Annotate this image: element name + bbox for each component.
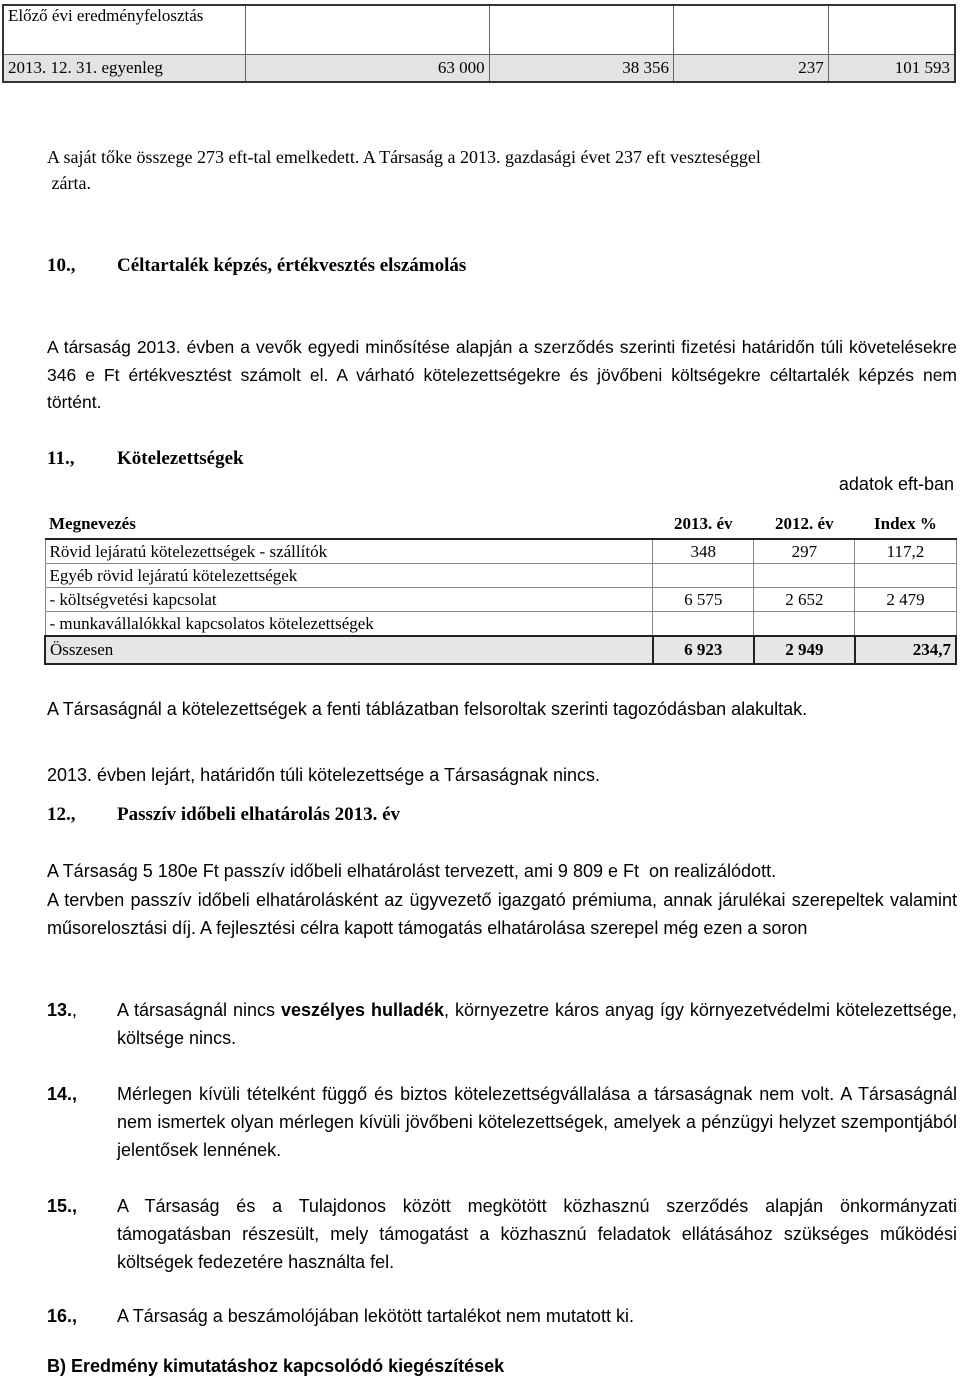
cell-index (855, 612, 956, 637)
section-15 (47, 1192, 957, 1276)
table-row (45, 612, 956, 637)
section-number: 16., (47, 1306, 78, 1326)
equity-line-2: zárta. (47, 173, 91, 193)
header-cell-empty (245, 5, 489, 55)
text-part: A társaságnál nincs (117, 1000, 281, 1020)
section-title: Céltartalék képzés, értékvesztés elszámolás (117, 255, 467, 276)
row-value: 237 (674, 55, 829, 83)
header-cell-empty (674, 5, 829, 55)
cell-2012: 2 652 (754, 588, 855, 612)
section-b-heading: B) Eredmény kimutatáshoz kapcsolódó kiegészítések (47, 1356, 505, 1376)
text-part: , környezetre káros anyag így környezetvédelmi kötelezettsége, költsége nincs. (117, 1000, 957, 1048)
row-label: - költségvetési kapcsolat (45, 588, 653, 612)
section-10-heading (47, 255, 466, 277)
cell-2012 (754, 612, 855, 637)
table-total-row (45, 636, 956, 664)
total-index: 234,7 (855, 636, 956, 664)
profit-distribution-table (2, 4, 956, 83)
section-number: 13. (47, 1000, 73, 1020)
table-row (3, 55, 955, 83)
column-header: 2012. év (754, 510, 855, 539)
section-number: 10., (47, 255, 76, 276)
section-14 (47, 1080, 957, 1164)
section-15-text: A Társaság és a Tulajdonos között megkötött közhasznú szerződés alapján önkormányzati támogatásban részesült, mely támogatást a közhasznú feladatok ellátásához szükséges működési költségek fedezetére használta fel. (117, 1196, 957, 1272)
emphasis-text: hulladék (370, 1000, 445, 1020)
column-header: 2013. év (653, 510, 754, 539)
table-row (45, 564, 956, 588)
cell-2013: 6 575 (653, 588, 754, 612)
section-number: 12., (47, 804, 76, 825)
cell-2013 (653, 564, 754, 588)
row-value: 38 356 (489, 55, 673, 83)
cell-2013: 348 (653, 539, 754, 564)
section-10-text: A társaság 2013. évben a vevők egyedi minősítése alapján a szerződés szerinti fizetési határidőn túli követelésekre 346 e Ft értékvesztést számolt el. A várható kötelezettségekre és jövőbeni költségekre céltartalék képzés nem történt. (47, 337, 957, 412)
section-13-text (117, 996, 957, 1052)
section-11-text-2: 2013. évben lejárt, határidőn túli kötelezettsége a Társaságnak nincs. (47, 765, 601, 785)
total-label: Összesen (45, 636, 653, 664)
header-cell-empty (828, 5, 955, 55)
cell-index: 2 479 (855, 588, 956, 612)
cell-index: 117,2 (855, 539, 956, 564)
total-2013: 6 923 (653, 636, 754, 664)
cell-index (855, 564, 956, 588)
table-row (45, 588, 956, 612)
row-value: 101 593 (828, 55, 955, 83)
unit-note: adatok eft-ban (838, 474, 954, 494)
section-11-text-1: A Társaságnál a kötelezettségek a fenti táblázatban felsoroltak szerinti tagozódásban alakultak. (47, 699, 808, 719)
row-label: 2013. 12. 31. egyenleg (3, 55, 245, 83)
row-value: 63 000 (245, 55, 489, 83)
section-title: Kötelezettségek (117, 448, 244, 469)
section-number: 15., (47, 1196, 78, 1216)
cell-2013 (653, 612, 754, 637)
section-16-text: A Társaság a beszámolójában lekötött tartalékot nem mutatott ki. (117, 1306, 634, 1326)
row-label: Rövid lejáratú kötelezettségek - szállítók (45, 539, 653, 564)
liabilities-table (44, 510, 957, 665)
cell-2012: 297 (754, 539, 855, 564)
table-header-row (3, 5, 955, 55)
cell-2012 (754, 564, 855, 588)
row-label: Egyéb rövid lejáratú kötelezettségek (45, 564, 653, 588)
section-14-text: Mérlegen kívüli tételként függő és biztos kötelezettségvállalása a társaságnak nem volt. A Társaságnál nem ismertek olyan mérlegen kívüli jövőbeni kötelezettségek, amelyek a pénzügyi helyzet szempontjából jelentősek lennének. (117, 1084, 957, 1160)
emphasis-text: veszélyes (280, 1000, 366, 1020)
section-number-comma: , (72, 1000, 78, 1020)
section-title: Passzív időbeli elhatárolás 2013. év (117, 804, 401, 825)
section-12-heading (47, 804, 400, 826)
equity-paragraph (47, 144, 957, 196)
section-number: 11., (47, 448, 75, 469)
section-12-text-2: A tervben passzív időbeli elhatárolásként az ügyvezető igazgató prémiuma, annak járulékai szerepeltek valamint műsorelosztási díj. A fejlesztési célra kapott támogatás elhatárolása szerepel még ezen a soron (47, 890, 957, 938)
equity-line-1: A saját tőke összege 273 eft-tal emelkedett. A Társaság a 2013. gazdasági évet 237 eft veszteséggel (47, 147, 761, 167)
section-16 (47, 1302, 957, 1330)
header-cell: Előző évi eredményfelosztás (3, 5, 245, 55)
column-header: Megnevezés (45, 510, 653, 539)
section-12-text-1: A Társaság 5 180e Ft passzív időbeli elhatárolást tervezett, ami 9 809 e Ft on realizálódott. (47, 861, 777, 881)
section-11-heading (47, 448, 244, 470)
row-label: - munkavállalókkal kapcsolatos kötelezettségek (45, 612, 653, 637)
table-row (45, 539, 956, 564)
total-2012: 2 949 (754, 636, 855, 664)
table-header-row (45, 510, 956, 539)
column-header: Index % (855, 510, 956, 539)
section-13 (47, 996, 957, 1052)
section-number: 14., (47, 1084, 78, 1104)
header-cell-empty (489, 5, 673, 55)
